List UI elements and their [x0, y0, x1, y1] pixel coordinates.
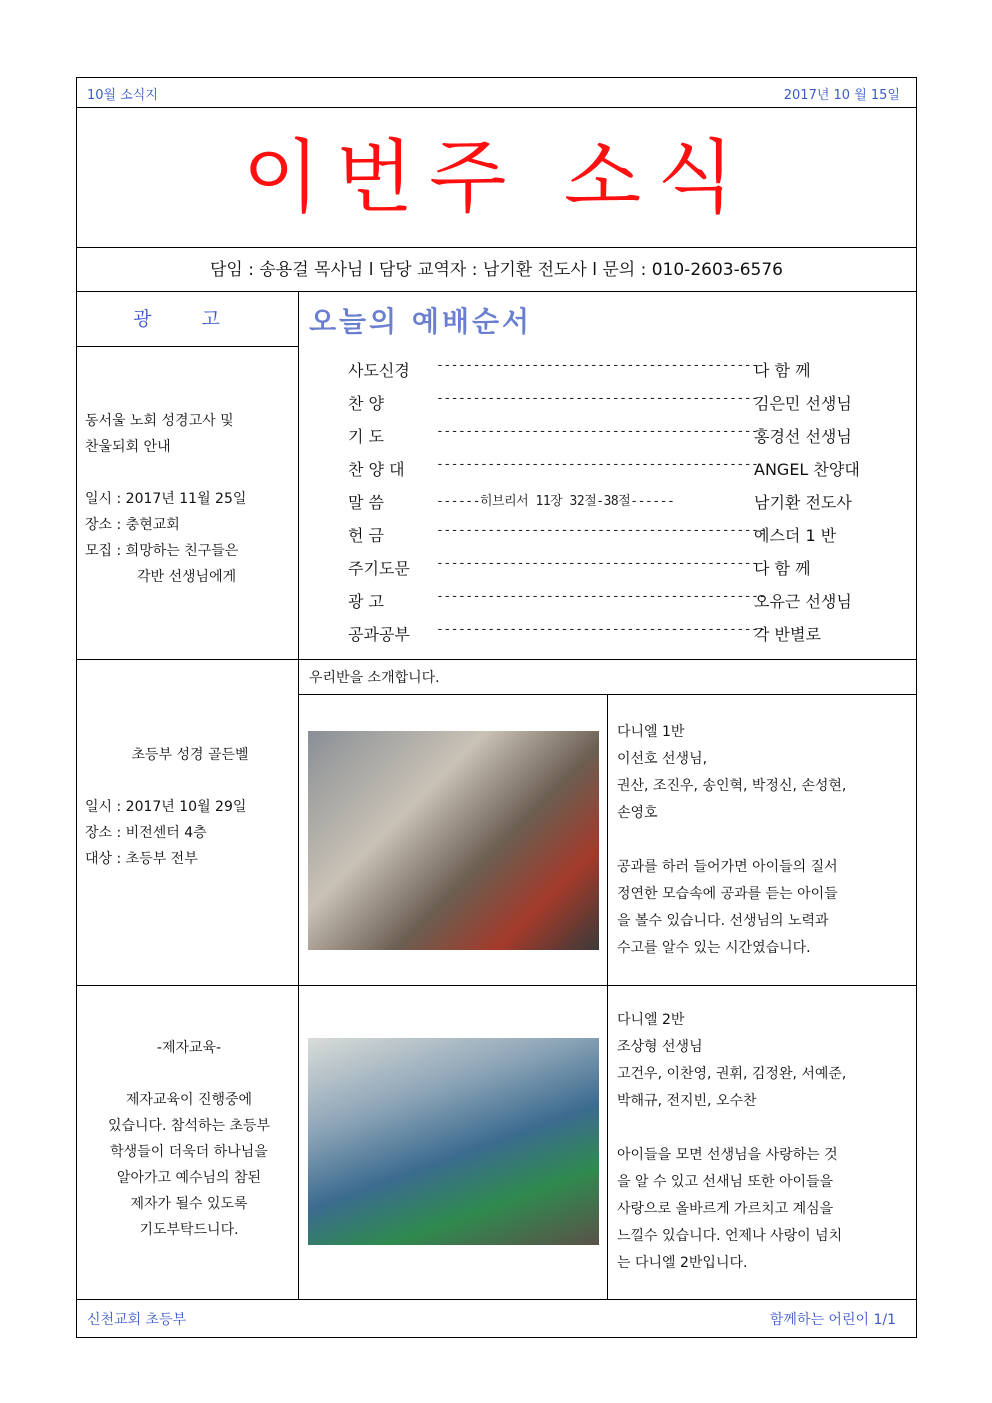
- class2-line: 아이들을 모면 선생님을 사랑하는 것: [617, 1147, 838, 1163]
- worship-item: [348, 622, 888, 655]
- class1-line: 을 볼수 있습니다. 선생님의 노력과: [617, 913, 829, 929]
- class2-line: 는 다니엘 2반입니다.: [617, 1255, 748, 1271]
- worship-item-dashes: --------------------------------------------: [436, 457, 759, 472]
- worship-item-leader: 오유근 선생님: [754, 592, 852, 611]
- class1-line: 수고를 알수 있는 시간였습니다.: [617, 940, 811, 956]
- class1-line: 이선호 선생님,: [617, 751, 708, 767]
- ad-line: 동서울 노회 성경고사 및: [85, 413, 234, 429]
- divider: [77, 346, 298, 347]
- class1-line: 다니엘 1반: [617, 724, 685, 740]
- ad-line: 일시 : 2017년 10월 29일: [85, 799, 247, 815]
- worship-item-name: 헌 금: [348, 526, 384, 545]
- worship-item-dashes: --------------------------------------------: [436, 358, 759, 373]
- ad-line: 장소 : 비전센터 4층: [85, 825, 207, 841]
- worship-title: 오늘의 예배순서: [309, 305, 533, 338]
- worship-item-name: 말 씀: [348, 493, 384, 512]
- ad-line: 있습니다. 참석하는 초등부: [107, 1118, 271, 1134]
- classes-intro: 우리반을 소개합니다.: [309, 670, 440, 686]
- worship-item: [348, 490, 888, 523]
- worship-item-dashes: ---------------------------------------------: [436, 622, 766, 637]
- ad-heading: 광 고: [133, 308, 242, 330]
- worship-item: [348, 589, 888, 622]
- class2-line: 다니엘 2반: [617, 1012, 685, 1028]
- worship-item-leader: 각 반별로: [754, 625, 821, 644]
- class2-line: 사랑으로 올바르게 가르치고 계심을: [617, 1201, 834, 1217]
- worship-item-leader: 에스더 1 반: [754, 526, 837, 545]
- worship-item-dashes: ---------------------------------------------: [436, 523, 766, 538]
- worship-item-dashes: ------히브리서 11장 32절-38절------: [436, 494, 675, 509]
- worship-item-dashes: --------------------------------------------: [436, 556, 759, 571]
- worship-item-name: 광 고: [348, 592, 384, 611]
- ad-line: 알아가고 예수님의 참된: [116, 1170, 262, 1186]
- worship-item-name: 주기도문: [348, 559, 410, 578]
- worship-item-leader: 김은민 선생님: [754, 394, 852, 413]
- ad-line: [83, 1061, 295, 1087]
- class2-description: [617, 1007, 909, 1277]
- divider: [77, 659, 916, 660]
- column-divider: [298, 292, 299, 1299]
- ad-discipleship: [83, 1035, 295, 1243]
- class1-line: 공과를 하러 들어가면 아이들의 질서: [617, 859, 838, 875]
- worship-item: [348, 358, 888, 391]
- photo-text-divider: [607, 694, 608, 1299]
- worship-item: [348, 424, 888, 457]
- worship-item-name: 사도신경: [348, 361, 410, 380]
- contact-info: 담임 : 송용걸 목사님 l 담당 교역자 : 남기환 전도사 l 문의 : 010-2603-6576: [77, 248, 916, 292]
- worship-item-leader: 다 함 께: [754, 361, 811, 380]
- class1-description: [617, 719, 909, 962]
- worship-item-name: 기 도: [348, 427, 384, 446]
- newsletter-page: [76, 77, 917, 1338]
- class1-line: 손영호: [617, 805, 658, 821]
- worship-item: [348, 391, 888, 424]
- issue-label: 10월 소식지: [87, 88, 158, 103]
- ad-line: 학생들이 더욱더 하나님을: [110, 1144, 268, 1160]
- worship-item-dashes: --------------------------------------------: [436, 424, 759, 439]
- class2-line: 느낄수 있습니다. 언제나 사랑이 넘치: [617, 1228, 843, 1244]
- footer-page: 함께하는 어린이 1/1: [769, 1312, 896, 1328]
- header-bar: [77, 78, 916, 108]
- worship-item: [348, 457, 888, 490]
- issue-date: 2017년 10 월 15일: [783, 88, 900, 103]
- ad-line: 모집 : 희망하는 친구들은: [85, 543, 239, 559]
- ad-golden-bell: [85, 742, 295, 872]
- page-title: 이번주 소식: [242, 131, 751, 224]
- title-section: [77, 108, 916, 248]
- ad-line: 대상 : 초등부 전부: [85, 851, 198, 867]
- class1-line: 정연한 모습속에 공과를 듣는 아이들: [617, 886, 838, 902]
- class1-photo: [308, 731, 599, 950]
- ad-notice-exam: [85, 408, 295, 590]
- divider: [77, 1299, 916, 1300]
- spacer: [85, 768, 295, 794]
- worship-item-name: 찬 양: [348, 394, 384, 413]
- worship-item: [348, 556, 888, 589]
- class1-line: [617, 827, 909, 854]
- worship-item-leader: 남기환 전도사: [754, 493, 852, 512]
- class2-line: 박해규, 전지빈, 오수찬: [617, 1093, 757, 1109]
- class2-line: 고건우, 이찬영, 권휘, 김정완, 서예준,: [617, 1066, 847, 1082]
- ad-line: 제자가 될수 있도록: [130, 1196, 248, 1212]
- worship-item-name: 찬 양 대: [348, 460, 405, 479]
- worship-item-dashes: ---------------------------------------------: [436, 589, 766, 604]
- ad-line: 각반 선생님에게: [137, 569, 237, 585]
- ad-line: 일시 : 2017년 11월 25일: [85, 491, 247, 507]
- ad-line: 장소 : 충현교회: [85, 517, 180, 533]
- worship-item-leader: 홍경선 선생님: [754, 427, 852, 446]
- class2-photo: [308, 1038, 599, 1245]
- class1-line: 권산, 조진우, 송인혁, 박정신, 손성현,: [617, 778, 847, 794]
- ad-line: 찬울되회 안내: [85, 439, 171, 455]
- worship-item-leader: 다 함 께: [754, 559, 811, 578]
- worship-item-leader: ANGEL 찬양대: [754, 460, 860, 479]
- ad-line: 제자교육이 진행중에: [125, 1092, 253, 1108]
- ad-line: -제자교육-: [156, 1040, 222, 1056]
- ad-line: 초등부 성경 골든벨: [131, 747, 249, 763]
- divider: [298, 694, 916, 695]
- ad-line: 기도부탁드니다.: [139, 1222, 239, 1238]
- divider: [77, 985, 916, 986]
- worship-item: [348, 523, 888, 556]
- class2-line: 조상형 선생님: [617, 1039, 703, 1055]
- worship-item-name: 공과공부: [348, 625, 410, 644]
- spacer: [85, 460, 295, 486]
- class2-line: [617, 1115, 909, 1142]
- worship-item-dashes: --------------------------------------------: [436, 391, 759, 406]
- class2-line: 을 알 수 있고 선새님 또한 아이들을: [617, 1174, 834, 1190]
- footer-church: 신천교회 초등부: [87, 1312, 187, 1328]
